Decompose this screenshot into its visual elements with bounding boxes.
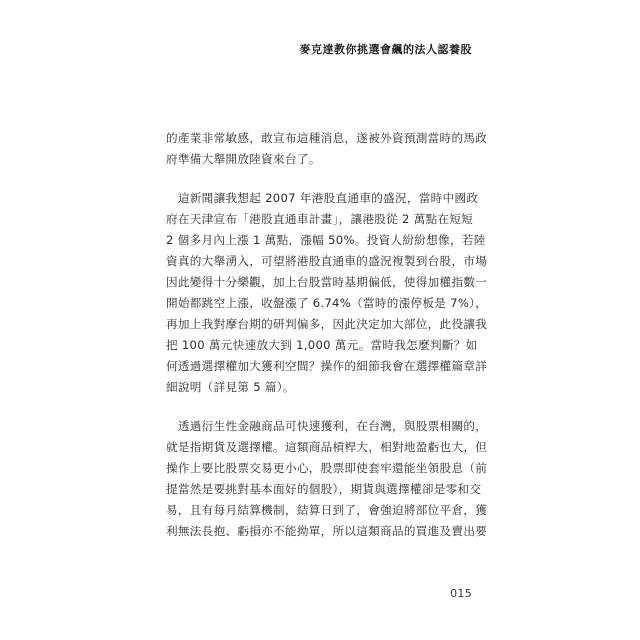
text-line: 府準備大舉開放陸資來台了。 [166,152,321,166]
text-line: 再加上我對摩台期的研判偏多，因此決定加大部位，此役讓我 [166,317,488,331]
text-line: 何透過選擇權加大獲利空間？操作的細節我會在選擇權篇章詳 [166,359,488,373]
body-text [166,128,488,560]
text-line: 資真的大舉湧入，可望將港股直通車的盛況複製到台股，市場 [166,254,488,268]
text-line: 操作上要比股票交易更小心，股票即使套牢還能坐領股息（前 [166,461,488,475]
paragraph-1 [166,128,488,170]
text-line: 2 個多月內上漲 1 萬點，漲幅 50%。投資人紛紛想像，若陸 [166,233,486,247]
text-line: 這新聞讓我想起 2007 年港股直通車的盛況，當時中國政 [166,191,479,205]
running-header: 麥克達教你挑選會飆的法人認養股 [299,43,472,56]
text-line: 細說明（詳見第 5 篇）。 [166,380,295,394]
paragraph-3 [166,416,488,542]
text-line: 把 100 萬元快速放大到 1,000 萬元。當時我怎麼判斷？如 [166,338,478,352]
paragraph-2 [166,188,488,398]
text-line: 利無法長抱、虧損亦不能拗單，所以這類商品的買進及賣出要 [166,524,488,538]
text-line: 透過衍生性金融商品可快速獲利，在台灣，與股票相關的， [166,419,488,433]
text-line: 易，且有每月結算機制，結算日到了，會強迫將部位平倉，獲 [166,503,488,517]
text-line: 府在天津宣布「港股直通車計畫」，讓港股從 2 萬點在短短 [166,212,474,226]
text-line: 提當然是要挑對基本面好的個股），期貨與選擇權卻是零和交 [166,482,482,496]
text-line: 就是指期貨及選擇權。這類商品槓桿大，相對地盈虧也大，但 [166,440,488,454]
text-line: 開始都跳空上漲，收盤漲了 6.74%（當時的漲停板是 7%）， [166,296,488,310]
text-line: 因此變得十分樂觀，加上台股當時基期偏低，使得加權指數一 [166,275,488,289]
page-number: 015 [450,587,472,600]
text-line: 的產業非常敏感，敢宣布這種消息，遂被外資預測當時的馬政 [166,131,488,145]
